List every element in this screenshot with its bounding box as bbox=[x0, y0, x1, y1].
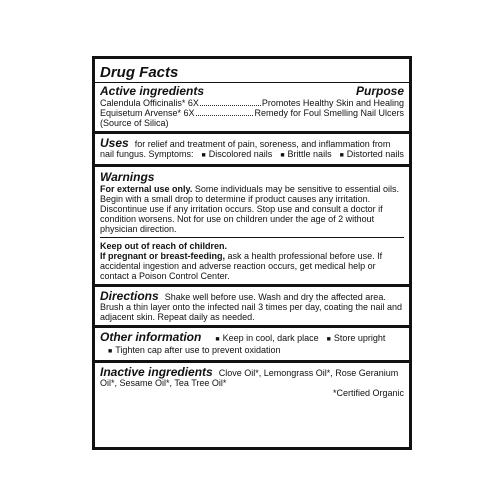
directions-text: Shake well before use. Wash and dry the affected area. Brush a thin layer onto the infected nail 3 times per day, coating the nail and adjacent skin. Repeat daily as needed. bbox=[100, 292, 403, 322]
ingredient-purpose: Promotes Healthy Skin and Healing bbox=[261, 98, 404, 108]
ingredient-name: Calendula Officinalis* 6X bbox=[100, 98, 199, 108]
other-info-item: ■ Keep in cool, dark place bbox=[207, 333, 318, 343]
drug-facts-panel bbox=[92, 56, 412, 450]
pregnancy-warning bbox=[100, 251, 404, 281]
inactive-ingredients-header: Inactive ingredients bbox=[100, 365, 213, 379]
directions-section bbox=[100, 287, 404, 325]
pregnancy-text: ask a health professional before use. If accidental ingestion and adverse reaction occurs, get medical help or contact a Poison Control Center. bbox=[100, 251, 383, 281]
warnings-section bbox=[100, 167, 404, 284]
external-use-text: Some individuals may be sensitive to essential oils. Begin with a small drop to determine if product causes any irritation. Discontinue use if any irritation occurs. Stop use and consult a doctor if condition worsens. Not for use on children under the age of 2 without physician direction. bbox=[100, 184, 399, 234]
active-ingredients-section bbox=[100, 83, 404, 131]
inactive-ingredients-section bbox=[100, 363, 404, 401]
ingredient-purpose: Remedy for Foul Smelling Nail Ulcers bbox=[254, 108, 404, 118]
other-information-header: Other information bbox=[100, 330, 202, 344]
uses-text: for relief and treatment of pain, soreness, and inflammation from nail fungus. Symptoms: bbox=[100, 139, 391, 159]
symptom-item: ■ Distorted nails bbox=[332, 149, 404, 159]
symptom-item: ■ Brittle nails bbox=[272, 149, 331, 159]
keep-out-warning: Keep out of reach of children. bbox=[100, 241, 228, 251]
divider bbox=[100, 237, 404, 238]
directions-header: Directions bbox=[100, 289, 159, 303]
ingredient-row bbox=[100, 98, 404, 108]
pregnancy-lead: If pregnant or breast-feeding, bbox=[100, 251, 226, 261]
leader-dots bbox=[200, 105, 261, 106]
symptom-item: ■ Discolored nails bbox=[194, 149, 273, 159]
warnings-header: Warnings bbox=[100, 170, 155, 184]
drug-facts-title: Drug Facts bbox=[100, 64, 179, 81]
ingredient-name: Equisetum Arvense* 6X bbox=[100, 108, 195, 118]
other-info-item: ■ Store upright bbox=[319, 333, 386, 343]
other-information-section bbox=[100, 328, 404, 360]
uses-header: Uses bbox=[100, 136, 129, 150]
external-use-warning bbox=[100, 184, 404, 234]
leader-dots bbox=[196, 115, 254, 116]
ingredient-row bbox=[100, 108, 404, 118]
external-use-lead: For external use only. bbox=[100, 184, 193, 194]
inactive-ingredients-text: Clove Oil*, Lemongrass Oil*, Rose Geranium Oil*, Sesame Oil*, Tea Tree Oil* bbox=[100, 368, 399, 388]
certified-organic-note: *Certified Organic bbox=[332, 388, 404, 398]
uses-section bbox=[100, 134, 404, 164]
other-info-item: ■ Tighten cap after use to prevent oxidation bbox=[100, 345, 281, 355]
purpose-header: Purpose bbox=[355, 84, 404, 98]
ingredient-note: (Source of Silica) bbox=[100, 118, 169, 128]
active-ingredients-header: Active ingredients bbox=[100, 84, 205, 98]
